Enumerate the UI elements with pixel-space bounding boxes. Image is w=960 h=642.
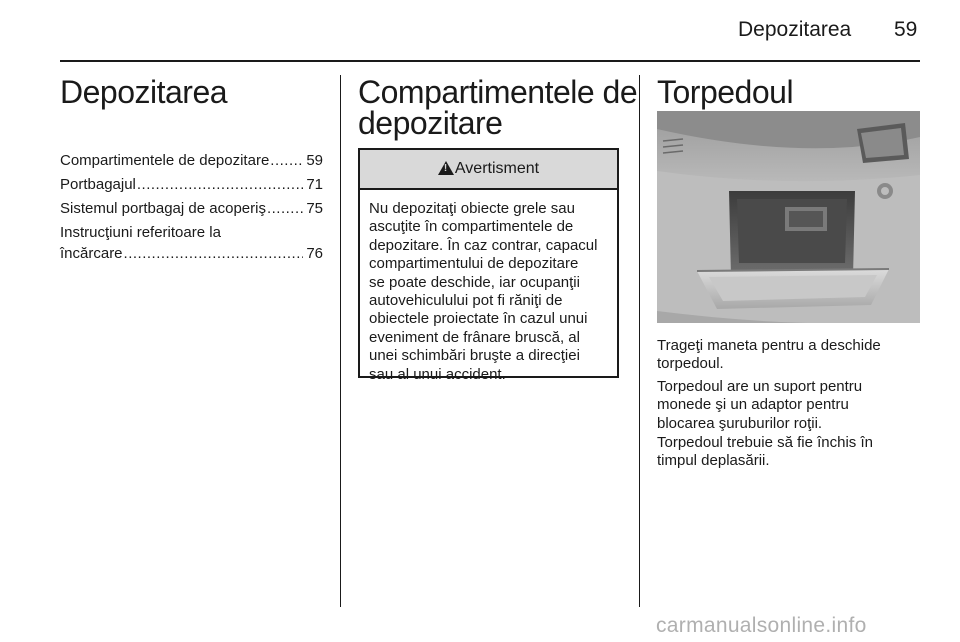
table-of-contents <box>60 150 323 267</box>
warning-line: compartimentului de depozitare <box>369 255 579 273</box>
para-line: torpedoul. <box>657 355 724 373</box>
paragraph-features <box>657 378 920 433</box>
toc-entry-label: Compartimentele de depozitare <box>60 152 270 169</box>
toc-entry-3[interactable] <box>60 198 323 219</box>
para-line: timpul deplasării. <box>657 452 770 470</box>
warning-triangle-icon <box>438 161 454 175</box>
glovebox-photo <box>657 111 920 323</box>
toc-entry-page: 75 <box>306 200 323 217</box>
warning-line: unei schimbări bruşte a direcţiei <box>369 347 580 365</box>
warning-title: Avertisment <box>454 160 540 177</box>
toc-entry-label-cont: încărcare <box>60 245 123 262</box>
warning-line: eveniment de frânare bruscă, al <box>369 328 580 346</box>
header-rule <box>60 60 920 62</box>
warning-box <box>358 148 619 383</box>
toc-entry-page: 71 <box>306 176 323 193</box>
warning-line: sau al unui accident. <box>369 365 506 383</box>
watermark-text: carmanualsonline.info <box>656 614 867 637</box>
toc-entry-2[interactable] <box>60 174 323 195</box>
paragraph-open <box>657 337 920 374</box>
section-title-line: depozitare <box>358 105 503 141</box>
column-divider-1 <box>340 75 341 607</box>
para-line: blocarea şuruburilor roţii. <box>657 414 823 432</box>
column-divider-2 <box>639 75 640 607</box>
warning-text <box>360 190 617 384</box>
toc-entry-page: 59 <box>306 152 323 169</box>
warning-line: ascuţite în compartimentele de <box>369 218 574 236</box>
toc-entry-4[interactable] <box>60 222 323 264</box>
para-line: Trageţi maneta pentru a deschide <box>657 337 881 354</box>
section-title-line: Compartimentele de <box>358 74 638 110</box>
warning-line: Nu depozitaţi obiecte grele sau <box>369 200 575 217</box>
para-line: monede şi un adaptor pentru <box>657 396 849 414</box>
page-number: 59 <box>894 18 918 41</box>
toc-entry-1[interactable] <box>60 150 323 171</box>
para-line: Torpedoul trebuie să fie închis în <box>657 434 873 451</box>
toc-entry-page: 76 <box>306 245 323 262</box>
toc-entry-label: Portbagajul <box>60 176 136 193</box>
toc-entry-label: Instrucţiuni referitoare la <box>60 224 221 241</box>
chapter-title: Depozitarea <box>60 74 228 110</box>
warning-header <box>360 150 617 190</box>
warning-line: depozitare. În caz contrar, capacul <box>369 236 598 254</box>
para-line: Torpedoul are un suport pentru <box>657 378 863 395</box>
section-title-glovebox: Torpedoul <box>657 74 794 110</box>
section-title-storage <box>358 74 638 141</box>
toc-entry-label: Sistemul portbagaj de acoperiş <box>60 200 266 217</box>
warning-line: autovehiculului pot fi răniţi de <box>369 292 563 310</box>
warning-line: se poate deschide, iar ocupanţii <box>369 273 580 291</box>
warning-line: obiectele proiectate în cazul unui <box>369 310 588 328</box>
paragraph-closed <box>657 434 920 471</box>
running-header-title: Depozitarea <box>738 18 852 41</box>
